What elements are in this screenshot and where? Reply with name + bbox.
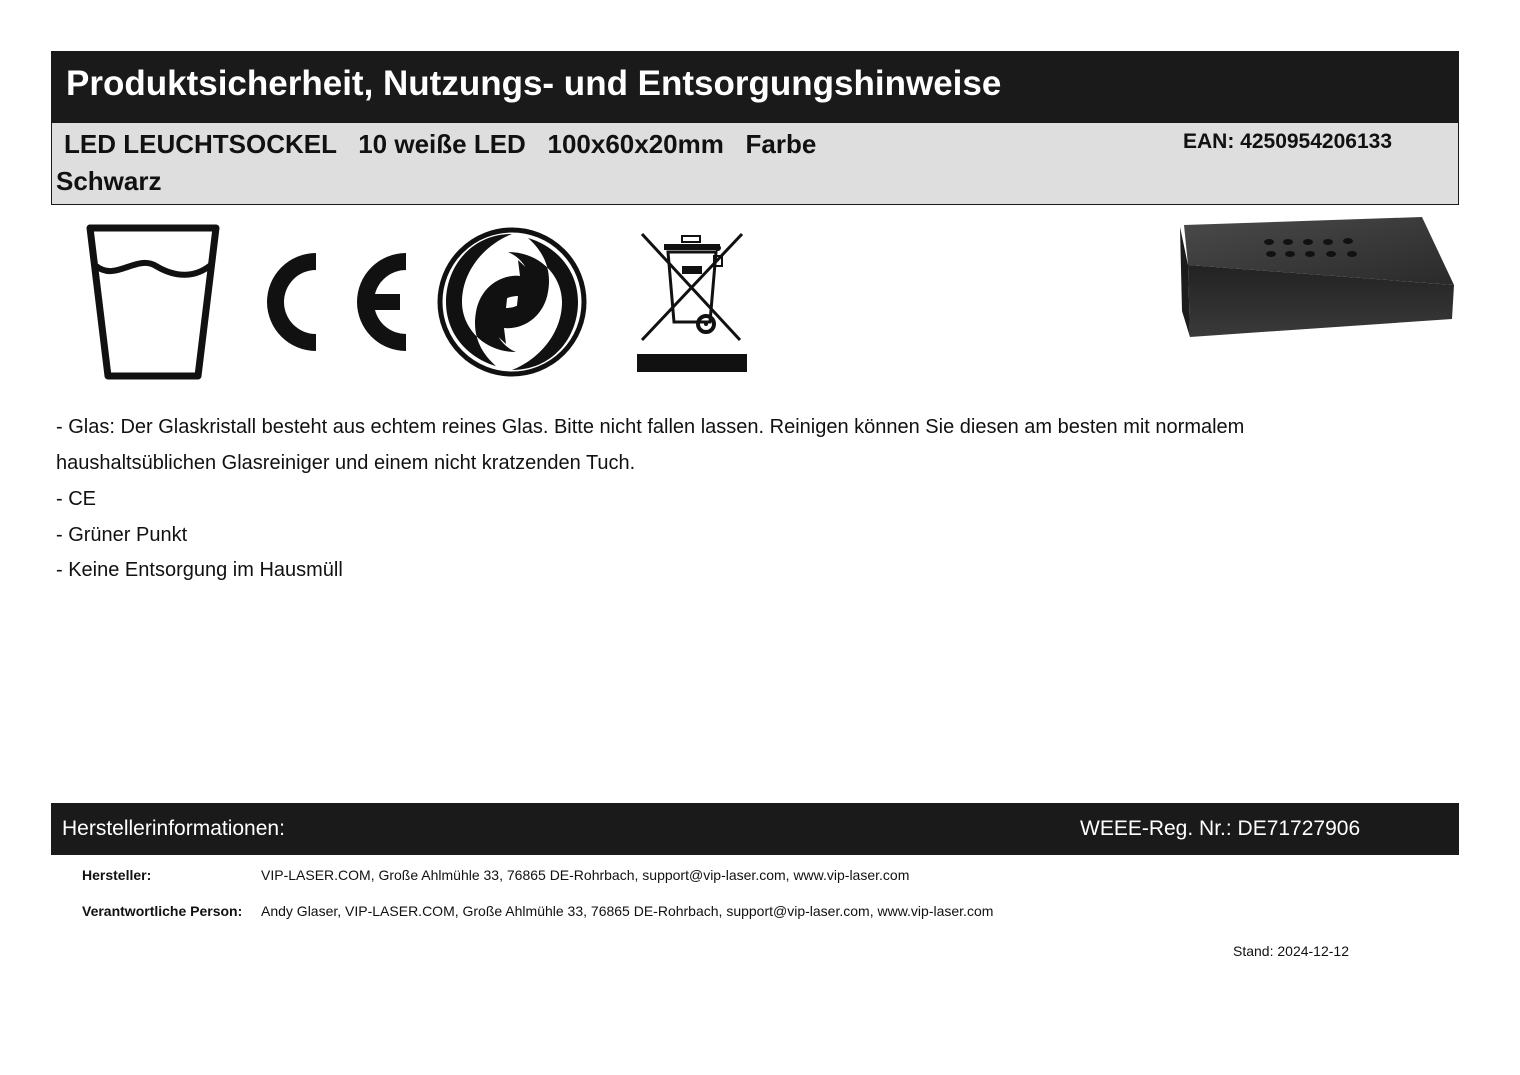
glass-icon (86, 224, 222, 380)
page-title: Produktsicherheit, Nutzungs- und Entsorgungshinweise (66, 64, 1002, 103)
manufacturer-value: VIP-LASER.COM, Große Ahlmühle 33, 76865 DE-Rohrbach, support@vip-laser.com, www.vip-laser.com (261, 867, 910, 883)
crossed-bin-icon (636, 230, 748, 374)
note-ce: - CE (56, 488, 96, 510)
responsible-value: Andy Glaser, VIP-LASER.COM, Große Ahlmühle 33, 76865 DE-Rohrbach, support@vip-laser.com, www.vip-laser.com (261, 903, 994, 919)
note-green-dot: - Grüner Punkt (56, 524, 188, 546)
note-glass-cont: haushaltsüblichen Glasreiniger und einem nicht kratzenden Tuch. (56, 452, 636, 474)
note-glass: - Glas: Der Glaskristall besteht aus echtem reines Glas. Bitte nicht fallen lassen. Reinigen können Sie diesen am besten mit normalem (56, 416, 1245, 438)
manufacturer-label: Hersteller: (82, 867, 152, 883)
weee-number: WEEE-Reg. Nr.: DE71727906 (1080, 817, 1361, 840)
note-disposal: - Keine Entsorgung im Hausmüll (56, 559, 343, 581)
stand-date: Stand: 2024-12-12 (1233, 943, 1349, 959)
ce-mark-icon (258, 250, 408, 354)
product-name-line2: Schwarz (56, 166, 162, 196)
product-image (1178, 215, 1458, 341)
responsible-label: Verantwortliche Person: (82, 903, 243, 919)
product-name-line1: LED LEUCHTSOCKEL 10 weiße LED 100x60x20mm Farbe (64, 129, 817, 159)
manufacturer-heading: Herstellerinformationen: (62, 817, 285, 840)
ean-code: EAN: 4250954206133 (1183, 130, 1392, 153)
green-dot-icon (436, 226, 588, 378)
